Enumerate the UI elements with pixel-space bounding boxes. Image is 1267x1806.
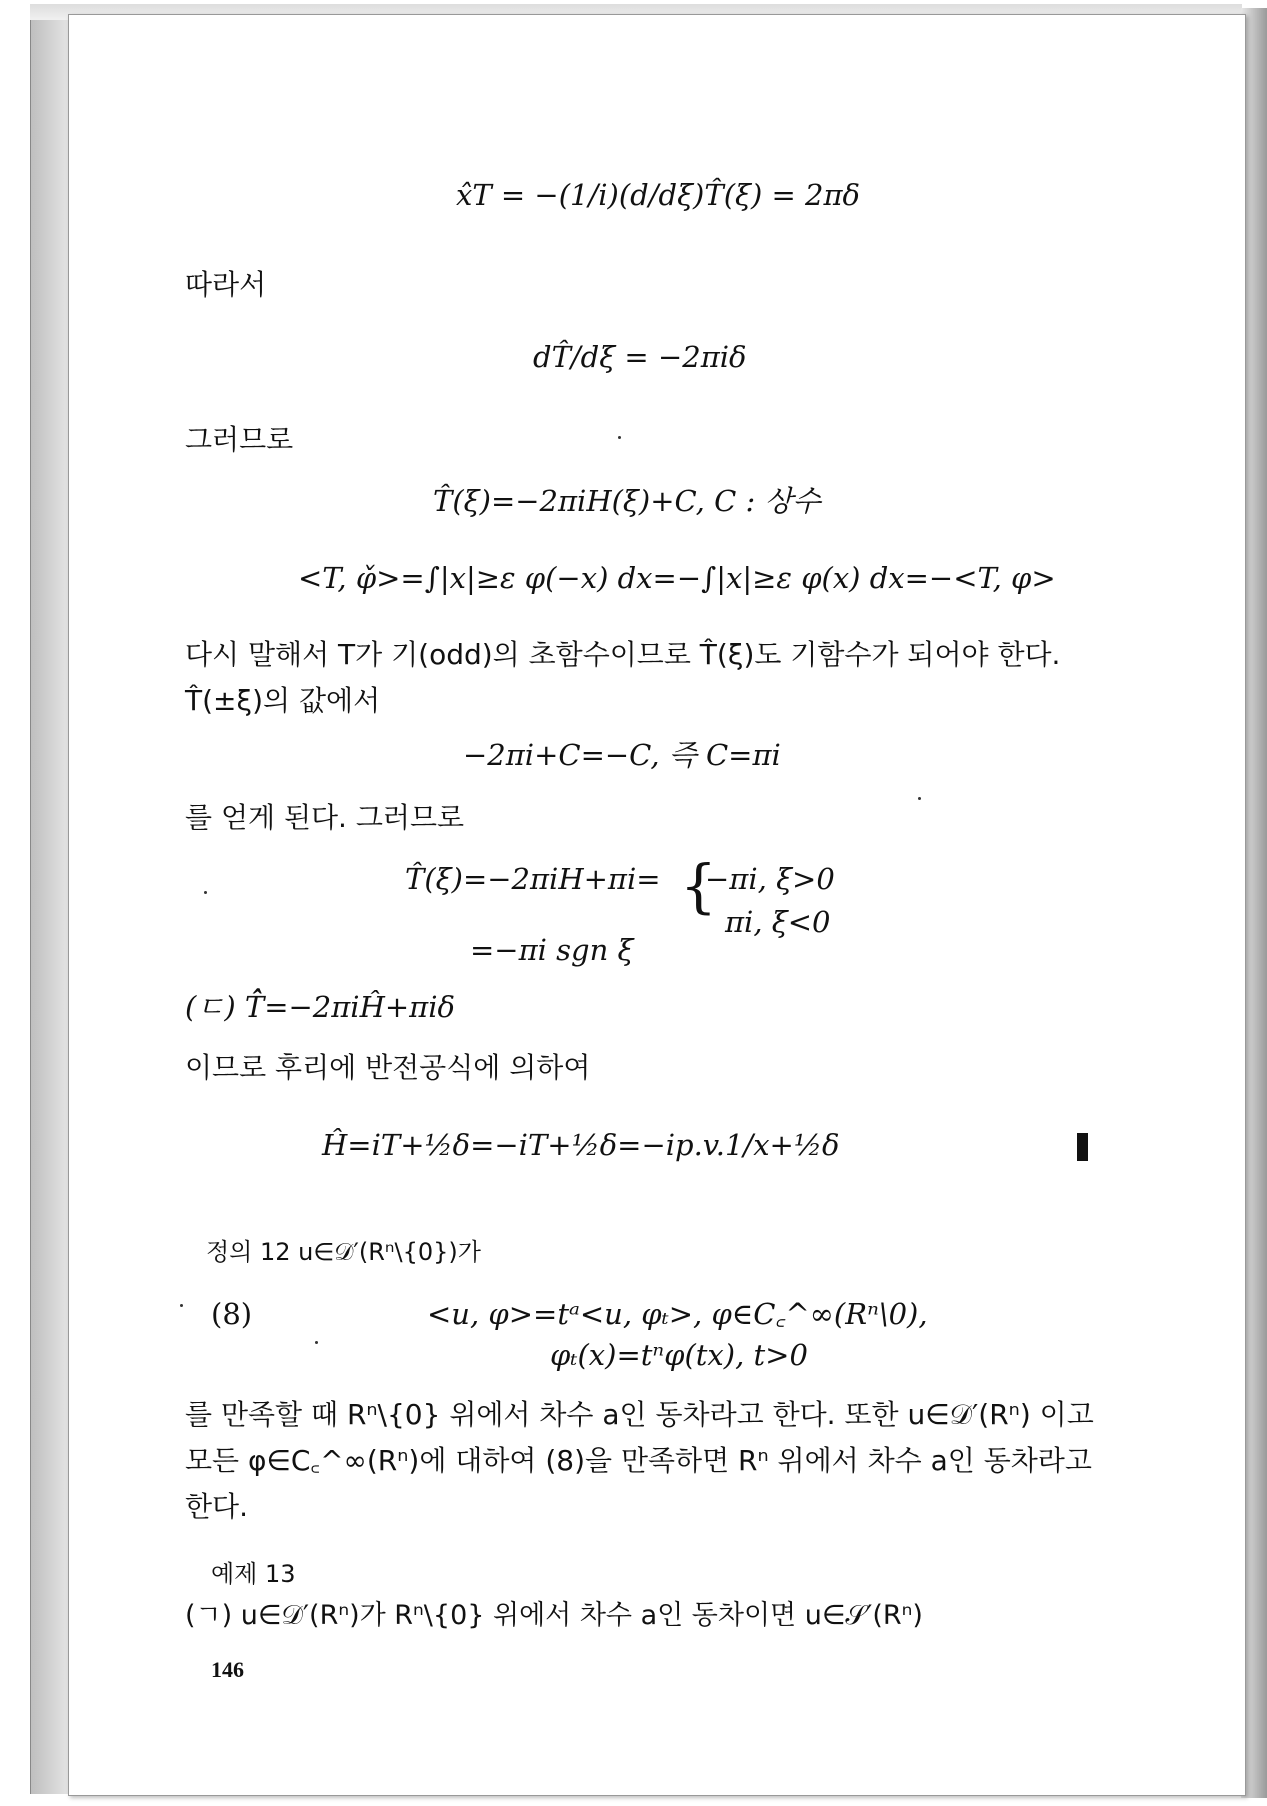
definition-12-heading: 정의 12 u∈𝒟′(Rⁿ\{0})가 [206, 1238, 481, 1266]
text-obtain: 를 얻게 된다. 그러므로 [185, 801, 465, 834]
curly-brace: { [680, 852, 717, 920]
equation-xT-hat [456, 178, 860, 212]
equation-case-negative [725, 905, 831, 939]
equation-text: −2πi+C=−C, 즉 C=πi [463, 738, 781, 772]
speck [618, 436, 621, 439]
book-spine [30, 20, 69, 1794]
equation-C-value [463, 738, 781, 772]
paragraph-homogeneous-definition: 를 만족할 때 Rⁿ\{0} 위에서 차수 a인 동차라고 한다. 또한 u∈𝒟′(Rⁿ) 이고 모든 φ∈C꜀^∞(Rⁿ)에 대하여 (8)을 만족하면 Rⁿ 위에서 차수 a인 동차라고 한다. [185, 1398, 1094, 1523]
paragraph-odd-distribution: 다시 말해서 T가 기(odd)의 초함수이므로 T̂(ξ)도 기함수가 되어야 한다. T̂(±ξ)의 값에서 [185, 638, 1061, 717]
equation-text: (ㄷ) T̂̂=−2πiĤ+πiδ [185, 990, 455, 1024]
equation-text: T̂(ξ)=−2πiH+πi= [405, 862, 661, 896]
equation-T-hat-xi [433, 484, 821, 518]
equation-case-positive [705, 862, 835, 896]
qed-mark [1077, 1133, 1088, 1161]
example-13-item-a: (ㄱ) u∈𝒟′(Rⁿ)가 Rⁿ\{0} 위에서 차수 a인 동차이면 u∈𝒮′(Rⁿ) [185, 1600, 923, 1631]
equation-text: πi, ξ<0 [725, 905, 831, 939]
text-therefore: 따라서 [185, 268, 267, 301]
speck [918, 797, 921, 800]
equation-pairing [298, 561, 1056, 595]
equation-text: <u, φ>=tᵃ<u, φₜ>, φ∈C꜀^∞(Rⁿ\0), [427, 1297, 928, 1331]
equation-text: <T, φ̌>=∫|x|≥ε φ(−x) dx=−∫|x|≥ε φ(x) dx=−<T, φ> [298, 561, 1056, 595]
equation-dT-dxi [533, 340, 747, 374]
example-13-heading: 예제 13 [211, 1560, 296, 1588]
speck [315, 1341, 318, 1344]
equation-text: φₜ(x)=tⁿφ(tx), t>0 [550, 1338, 808, 1372]
speck [204, 891, 207, 894]
speck [180, 1304, 183, 1307]
equation-text: −πi, ξ>0 [705, 862, 835, 896]
equation-text: Ĥ=iT+½δ=−iT+½δ=−ip.v.1/x+½δ [322, 1128, 840, 1162]
equation-H-hat [322, 1128, 839, 1162]
equation-number-8: (8) [211, 1297, 253, 1331]
equation-homogeneous-1 [427, 1297, 928, 1331]
equation-text: =−πi sgn ξ [470, 933, 634, 967]
equation-sgn [470, 933, 633, 967]
text-hence: 그러므로 [185, 423, 294, 456]
equation-T-double-hat [185, 990, 455, 1024]
equation-homogeneous-2 [550, 1338, 808, 1372]
text-fourier-inversion: 이므로 후리에 반전공식에 의하여 [185, 1051, 591, 1084]
page-number: 146 [211, 1657, 244, 1682]
equation-text: T̂(ξ)=−2πiH(ξ)+C, C : 상수 [433, 484, 821, 518]
equation-T-hat-piecewise [405, 862, 661, 896]
equation-text: x̂T = −(1/i)(d/dξ)T̂(ξ) = 2πδ [456, 178, 861, 212]
equation-text: dT̂/dξ = −2πiδ [533, 340, 747, 374]
